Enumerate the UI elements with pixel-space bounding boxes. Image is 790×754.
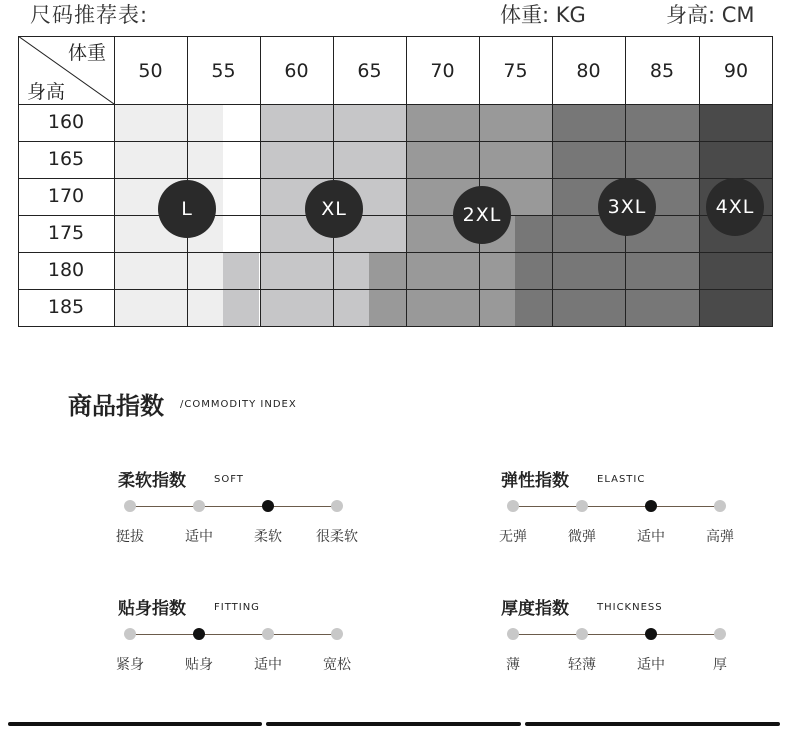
scale-dot-selected: [645, 628, 657, 640]
commodity-index-title: 商品指数: [68, 392, 164, 420]
metric-name: 贴身指数: [118, 599, 186, 619]
weight-unit-label: 体重: KG: [500, 3, 586, 27]
grid-row-line: [18, 252, 773, 253]
weight-header: 80: [576, 60, 601, 82]
metric-soft: [118, 466, 398, 576]
height-row-label: 175: [47, 221, 85, 244]
corner-height-label: 身高: [27, 81, 66, 103]
scale-label: 薄: [506, 657, 520, 673]
zone-3XL: [515, 215, 552, 327]
scale-label: 无弹: [499, 529, 527, 545]
scale-track: [130, 634, 337, 635]
grid-row-line: [18, 178, 773, 179]
metric-name: 厚度指数: [501, 599, 569, 619]
scale-dot: [124, 628, 136, 640]
scale-dot: [193, 500, 205, 512]
metric-fitting: [118, 594, 398, 704]
height-row-label: 165: [47, 147, 85, 170]
weight-header: 90: [723, 60, 749, 82]
scale-label: 柔软: [254, 529, 282, 545]
metric-subtitle: ELASTIC: [597, 474, 646, 485]
weight-header: 75: [503, 60, 528, 82]
metric-name: 弹性指数: [501, 471, 569, 491]
scale-dot-selected: [262, 500, 274, 512]
height-row-label: 180: [47, 258, 85, 281]
scale-dot: [714, 628, 726, 640]
grid-row-line: [18, 215, 773, 216]
scale-dot: [331, 628, 343, 640]
height-row-label: 160: [47, 110, 85, 133]
scale-track: [513, 634, 720, 635]
scale-label: 高弹: [706, 529, 734, 545]
size-badge-L: L: [158, 180, 216, 238]
bottom-divider: [266, 722, 521, 726]
weight-header: 65: [357, 60, 382, 82]
weight-header: 55: [211, 60, 236, 82]
scale-label: 轻薄: [568, 657, 596, 673]
metric-subtitle: THICKNESS: [597, 602, 663, 613]
grid-row-line: [18, 289, 773, 290]
weight-header: 70: [430, 60, 455, 82]
height-row-label: 185: [47, 296, 85, 318]
size-recommendation-table: [18, 36, 773, 327]
metric-name: 柔软指数: [118, 471, 186, 491]
scale-label: 厚: [713, 657, 727, 673]
scale-dot: [262, 628, 274, 640]
scale-label: 紧身: [116, 657, 144, 673]
height-row-label: 170: [47, 184, 85, 207]
metric-thickness: [501, 594, 781, 704]
metric-subtitle: SOFT: [214, 474, 244, 485]
scale-dot: [124, 500, 136, 512]
scale-label: 适中: [254, 657, 282, 673]
size-badge-3XL: 3XL: [598, 178, 656, 236]
bottom-divider: [525, 722, 780, 726]
weight-header: 85: [649, 60, 675, 82]
scale-label: 适中: [637, 529, 665, 545]
scale-label: 宽松: [323, 657, 351, 673]
scale-dot: [576, 628, 588, 640]
scale-dot: [507, 628, 519, 640]
height-unit-label: 身高: CM: [666, 3, 755, 27]
size-badge-4XL: 4XL: [706, 178, 764, 236]
scale-dot: [714, 500, 726, 512]
grid-column-line: [18, 36, 19, 327]
size-badge-XL: XL: [305, 180, 363, 238]
scale-label: 适中: [637, 657, 665, 673]
grid-row-line: [18, 326, 773, 327]
grid-row-line: [18, 36, 773, 37]
size-badge-2XL: 2XL: [453, 186, 511, 244]
scale-dot-selected: [193, 628, 205, 640]
bottom-divider: [8, 722, 262, 726]
scale-dot: [331, 500, 343, 512]
grid-row-line: [18, 104, 773, 105]
scale-dot: [507, 500, 519, 512]
metric-elastic: [501, 466, 781, 576]
scale-label: 贴身: [185, 657, 213, 673]
scale-label: 挺拔: [116, 529, 144, 545]
scale-track: [513, 506, 720, 507]
scale-dot: [576, 500, 588, 512]
scale-label: 很柔软: [316, 529, 358, 545]
scale-dot-selected: [645, 500, 657, 512]
size-chart-title: 尺码推荐表:: [30, 3, 149, 27]
scale-track: [130, 506, 337, 507]
weight-header: 50: [138, 60, 163, 82]
corner-weight-label: 体重: [68, 42, 107, 64]
metric-subtitle: FITTING: [214, 602, 260, 613]
scale-label: 适中: [185, 529, 213, 545]
grid-row-line: [18, 141, 773, 142]
scale-label: 微弹: [568, 529, 596, 545]
commodity-index-subtitle: /COMMODITY INDEX: [180, 399, 297, 410]
weight-header: 60: [284, 60, 309, 82]
